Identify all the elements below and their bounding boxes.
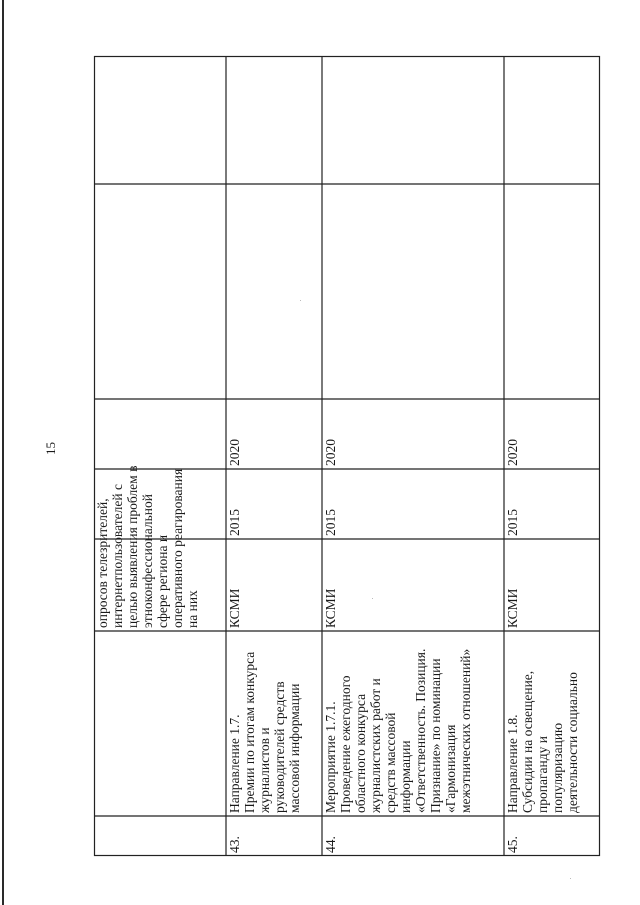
text-line: пропаганду и <box>535 736 550 813</box>
scan-speck <box>300 300 301 301</box>
text-line: этноконфессиональной <box>140 494 155 628</box>
row-45-start-year: 2015 <box>505 509 520 536</box>
row-45-end-year: 2020 <box>505 439 520 466</box>
scan-speck <box>570 878 571 879</box>
text-line: массовой информации <box>287 683 302 813</box>
text-line: «Ответственность. Позиция. <box>413 648 428 813</box>
continuation-row-text <box>94 446 226 631</box>
text-line: сфере региона и <box>155 534 170 628</box>
row-43-executor: КСМИ <box>227 588 242 628</box>
text-line: оперативного реагирования <box>170 468 185 628</box>
text-line: межэтнических отношений» <box>458 648 473 813</box>
text-line: журналистских работ и <box>368 678 383 813</box>
text-line: областного конкурса <box>353 693 368 813</box>
row-44-text <box>322 631 504 816</box>
text-line: журналистов и <box>257 727 272 813</box>
scan-speck <box>372 598 373 599</box>
text-line: популяризацию <box>550 722 565 813</box>
text-line: Субсидии на освещение, <box>520 670 535 813</box>
text-line: средств массовой <box>383 712 398 813</box>
row-45-number: 45. <box>505 836 520 853</box>
text-line: на них <box>185 590 200 628</box>
row-43-text <box>226 631 322 816</box>
text-line: целью выявления проблем в <box>125 465 140 628</box>
page-number: 15 <box>43 442 58 455</box>
row-44-end-year: 2020 <box>323 439 338 466</box>
row-45-executor: КСМИ <box>505 588 520 628</box>
text-line: Направление 1.8. <box>505 714 520 813</box>
text-line: Мероприятие 1.7.1. <box>323 701 338 813</box>
text-line: деятельности социально <box>565 672 580 813</box>
row-43-number: 43. <box>227 836 242 853</box>
text-line: опросов телезрителей, <box>95 498 110 628</box>
program-table <box>94 56 600 856</box>
row-45-text <box>504 631 600 816</box>
text-line: Проведение ежегодного <box>338 675 353 813</box>
text-line: «Гармонизация <box>443 724 458 813</box>
row-44-executor: КСМИ <box>323 588 338 628</box>
text-line: Направление 1.7. <box>227 714 242 813</box>
text-line: Премии по итогам конкурса <box>242 651 257 813</box>
text-line: Признание» по номинации <box>428 658 443 813</box>
text-line: интернетпользователей с <box>110 484 125 628</box>
row-44-number: 44. <box>323 836 338 853</box>
text-line: информации <box>398 740 413 813</box>
row-44-start-year: 2015 <box>323 509 338 536</box>
text-line: руководителей средств <box>272 681 287 813</box>
row-43-end-year: 2020 <box>227 439 242 466</box>
page-edge <box>2 0 4 905</box>
row-43-start-year: 2015 <box>227 509 242 536</box>
